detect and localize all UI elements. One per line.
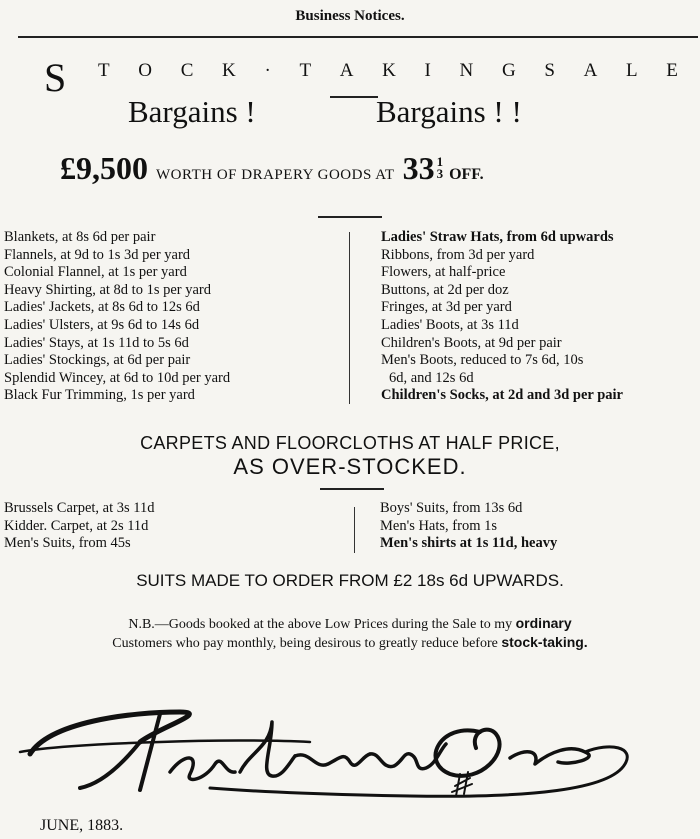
nb-line-2 (0, 633, 700, 653)
bargains-left: Bargains ! (128, 94, 256, 129)
list-item: Ribbons, from 3d per yard (381, 246, 535, 263)
list-item: Boys' Suits, from 13s 6d (380, 500, 523, 516)
stock-letter: T (299, 60, 312, 81)
list-item: Ladies' Straw Hats, from 6d upwards (381, 229, 614, 245)
nb-text-bold: stock-taking. (501, 634, 588, 650)
list-item: Ladies' Stockings, at 6d per pair (4, 352, 191, 369)
worth-off: OFF. (449, 166, 484, 183)
suits-made-to-order: SUITS MADE TO ORDER FROM £2 18s 6d UPWARDS. (136, 571, 564, 590)
stock-letter: G (501, 60, 516, 81)
stocktaking-sale-heading (98, 60, 678, 82)
stocktaking-initial: S (44, 55, 67, 100)
carpets-line-2: AS OVER-STOCKED. (233, 454, 467, 479)
list-item: Brussels Carpet, at 3s 11d (4, 500, 155, 516)
list-item: 6d, and 12s 6d (389, 369, 474, 386)
worth-text: WORTH OF DRAPERY GOODS AT (156, 167, 395, 183)
stock-letter: I (424, 60, 431, 81)
list-item: Blankets, at 8s 6d per pair (4, 229, 156, 245)
nb-text: Customers who pay monthly, being desirous to greatly reduce before (112, 636, 498, 651)
stock-letter: A (583, 60, 598, 81)
stock-letter: K (382, 60, 396, 81)
stock-letter: L (626, 60, 638, 81)
carpet-list-left (4, 500, 155, 553)
list-item: Black Fur Trimming, 1s per yard (4, 387, 195, 404)
list-item: Buttons, at 2d per doz (381, 281, 509, 298)
notice-date: JUNE, 1883. (40, 817, 124, 834)
list-item: Children's Boots, at 9d per pair (381, 334, 562, 351)
stock-letter: S (544, 60, 555, 81)
list-item: Fringes, at 3d per yard (381, 299, 512, 316)
list-item: Kidder. Carpet, at 2s 11d (4, 517, 149, 534)
carpet-list-right (380, 500, 557, 553)
bargains-rule (330, 96, 378, 98)
stock-letter: C (180, 60, 194, 81)
divider-rule (318, 216, 382, 218)
carpets-line-1: CARPETS AND FLOORCLOTHS AT HALF PRICE, (140, 433, 560, 453)
list-item: Ladies' Jackets, at 8s 6d to 12s 6d (4, 299, 200, 316)
list-item: Men's Boots, reduced to 7s 6d, 10s (381, 352, 584, 369)
drapery-list-right (381, 229, 623, 405)
list-item: Flannels, at 9d to 1s 3d per yard (4, 246, 191, 263)
bargains-right: Bargains ! ! (376, 94, 522, 129)
fraction-denominator: 3 (436, 166, 444, 181)
column-divider (349, 232, 350, 404)
percent-whole: 33 (402, 150, 435, 186)
list-item: Colonial Flannel, at 1s per yard (4, 264, 187, 281)
nb-text: N.B.—Goods booked at the above Low Prices during the Sale to my (128, 617, 513, 632)
list-item: Ladies' Ulsters, at 9s 6d to 14s 6d (4, 316, 200, 333)
stock-letter: E (666, 60, 678, 81)
list-item: Men's shirts at 1s 11d, heavy (380, 535, 558, 552)
list-item: Ladies' Boots, at 3s 11d (381, 316, 519, 333)
list-item: Flowers, at half-price (381, 264, 506, 281)
worth-line (60, 150, 680, 187)
header-rule (18, 36, 698, 38)
drapery-list-left (4, 229, 230, 405)
list-item: Men's Suits, from 45s (4, 535, 131, 552)
column-divider (354, 507, 355, 553)
signature-image (10, 692, 650, 812)
stock-letter: · (264, 60, 271, 81)
list-item: Heavy Shirting, at 8d to 1s per yard (4, 281, 211, 298)
list-item: Children's Socks, at 2d and 3d per pair (381, 387, 623, 404)
nb-text-bold: ordinary (515, 615, 572, 631)
list-item: Ladies' Stays, at 1s 11d to 5s 6d (4, 334, 189, 351)
stock-letter: T (98, 60, 110, 81)
stock-letter: K (222, 60, 236, 81)
list-item: Splendid Wincey, at 6d to 10d per yard (4, 369, 231, 386)
percent-fraction (437, 156, 444, 180)
stock-letter: O (138, 60, 153, 81)
stock-letter: A (339, 60, 354, 81)
list-item: Men's Hats, from 1s (380, 517, 497, 534)
fraction-numerator: 1 (436, 154, 444, 169)
worth-amount: £9,500 (60, 150, 148, 186)
stock-letter: N (459, 60, 474, 81)
nb-line-1 (0, 614, 700, 634)
divider-rule (320, 488, 384, 490)
section-header: Business Notices. (295, 8, 405, 24)
